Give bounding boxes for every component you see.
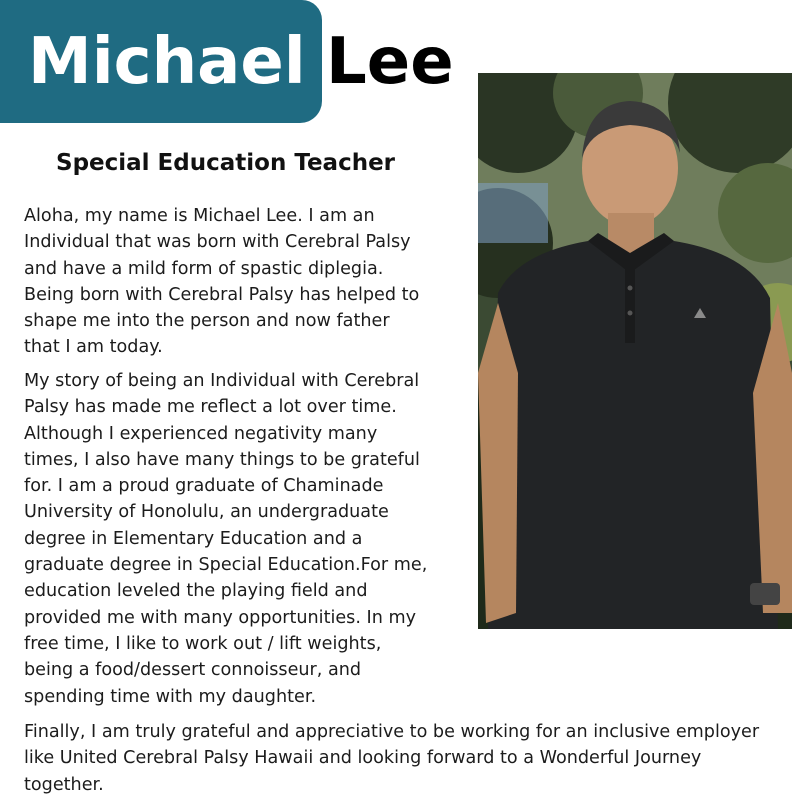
first-name: Michael	[28, 25, 306, 99]
job-title: Special Education Teacher	[56, 150, 396, 176]
bio-paragraph-3: Finally, I am truly grateful and appreciative to be working for an inclusive employer like United Cerebral Palsy Hawaii and looking forward to a Wonderful Journey together.	[24, 722, 760, 795]
bio-paragraph-2: My story of being an Individual with Cerebral Palsy has made me reflect a lot over time. Although I experienced negativity many times, I also have many things to be grateful for. I am a proud graduate of Chaminade University of Honolulu, an undergraduate degree in Elementary Education and a graduate degree in Special Education.For me, education leveled the playing field and provided me with many opportunities. In my free time, I like to work out / lift weights, being a food/dessert connoisseur, and spending time with my daughter.	[24, 371, 428, 707]
last-name: Lee	[326, 25, 454, 99]
portrait-photo	[478, 73, 792, 629]
bio-paragraph-1: Aloha, my name is Michael Lee. I am an Individual that was born with Cerebral Palsy and have a mild form of spastic diplegia. Being born with Cerebral Palsy has helped to shape me into the person and now father that I am today.	[24, 206, 420, 358]
